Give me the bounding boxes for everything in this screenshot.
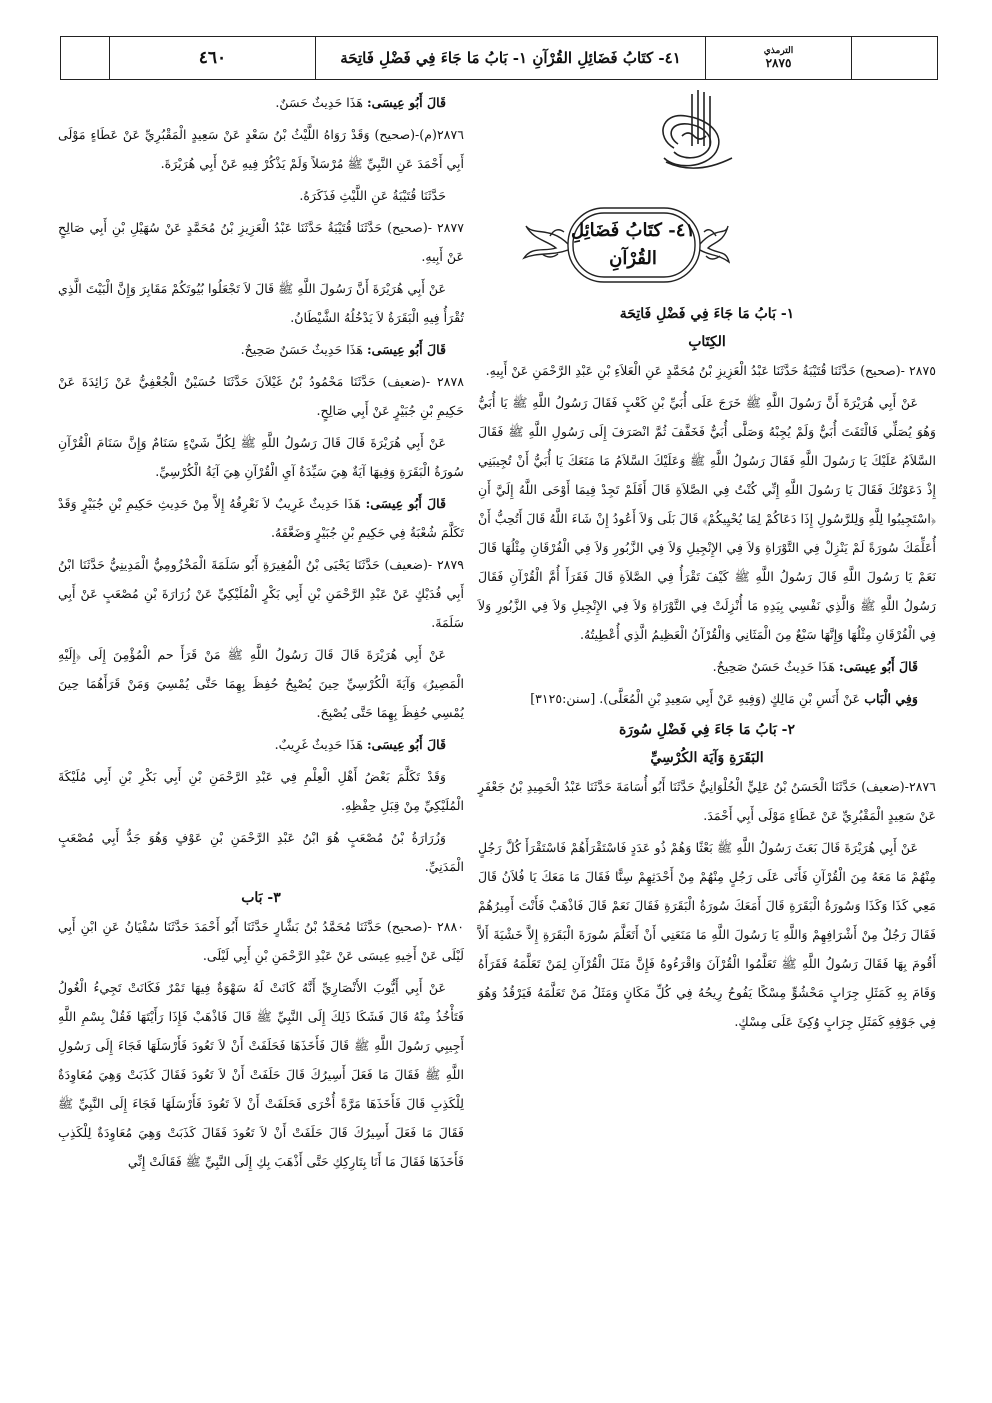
tughra-ornament-icon (646, 86, 746, 178)
hadith-2877-matn: عَنْ أَبِي هُرَيْرَةَ أَنَّ رَسُولَ اللَّهِ ﷺ قَالَ لاَ تَجْعَلُوا بُيُوتَكُمْ مَقَابِرَ وَإِنَّ الْبَيْتَ الَّذِي تُقْرَأُ فِيهِ الْبَقَرَةُ لاَ يَدْخُلُهُ الشَّيْطَانُ. (58, 281, 464, 325)
bab-2-heading-line2: البَقَرَةِ وَآيَة الكُرْسِيِّ (650, 750, 764, 766)
fi-al-bab-text: عَنْ أَنَسِ بْنِ مَالِكٍ (وَفِيهِ عَنْ أَبِي سَعِيدِ بْنِ الْمُعَلَّى). [سنن:٣١٢٥] (530, 691, 861, 706)
abu-isa-2876 (58, 88, 464, 117)
kitab-title-line2: القُرْآنِ (609, 248, 657, 269)
hadith-2879-matn: عَنْ أَبِي هُرَيْرَةَ قَالَ قَالَ رَسُولُ اللَّهِ ﷺ مَنْ قَرَأَ حم الْمُؤْمِنَ إِلَى ﴿إِلَيْهِ الْمَصِيرُ﴾ وَآيَةَ الْكُرْسِيِّ حِينَ يُصْبِحُ حُفِظَ بِهِمَا حَتَّى يُمْسِيَ وَمَنْ قَرَأَهُمَا حِينَ يُمْسِي حُفِظَ بِهِمَا حَتَّى يُصْبِحَ. (58, 647, 464, 720)
hadith-2878-isnad: ٢٨٧٨ -(ضعيف) حَدَّثَنَا مَحْمُودُ بْنُ غَيْلاَنَ حَدَّثَنَا حُسَيْنٌ الْجُعْفِيُّ عَنْ زَائِدَةَ عَنْ حَكِيمِ بْنِ جُبَيْرٍ عَنْ أَبِي صَالِحٍ. (58, 374, 464, 418)
right-column (478, 300, 936, 1039)
bab-1-heading-line2: الكِتَابِ (688, 334, 726, 350)
header-blank-right (851, 37, 937, 79)
abu-isa-text: هَذَا حَدِيثٌ حَسَنٌ صَحِيحٌ. (712, 659, 835, 674)
abu-isa-text: هَذَا حَدِيثٌ غَرِيبٌ. (274, 737, 363, 752)
bab-3-heading: ٣- بَاب (241, 890, 281, 906)
abu-isa-2875 (478, 652, 936, 681)
hadith-2879-isnad: ٢٨٧٩ -(ضعيف) حَدَّثَنَا يَحْيَى بْنُ الْمُغِيرَةِ أَبُو سَلَمَةَ الْمَخْزُومِيُّ الْمَدِينِيُّ حَدَّثَنَا ابْنُ أَبِي فُدَيْكٍ عَنْ عَبْدِ الرَّحْمَنِ بْنِ أَبِي بَكْرٍ الْمُلَيْكِيِّ عَنْ زُرَارَةَ بْنِ مُصْعَبٍ عَنْ أَبِي سَلَمَةَ. (58, 557, 464, 630)
fi-al-bab (478, 684, 936, 713)
running-header (60, 36, 938, 80)
note-zurara: وَزُرَارَةُ بْنُ مُصْعَبٍ هُوَ ابْنُ عَبْدِ الرَّحْمَنِ بْنِ عَوْفٍ وَهُوَ جَدُّ أَبِي مُصْعَبٍ الْمَدَنِيِّ. (58, 830, 464, 874)
abu-isa-label: قَالَ أَبُو عِيسَى: (365, 496, 446, 511)
bab-2-heading (478, 716, 936, 772)
hadith-reference (705, 37, 851, 79)
header-blank-left (61, 37, 109, 79)
hadith-2876-matn: عَنْ أَبِي هُرَيْرَةَ قَالَ بَعَثَ رَسُولُ اللَّهِ ﷺ بَعْثًا وَهُمْ ذُو عَدَدٍ فَاسْتَقْرَأَهُمْ فَاسْتَقْرَأَ كُلَّ رَجُلٍ مِنْهُمْ مَا مَعَهُ مِنَ الْقُرْآنِ فَأَتَى عَلَى رَجُلٍ مِنْهُمْ مِنْ أَحْدَثِهِمْ سِنًّا فَقَالَ مَا مَعَكَ يَا فُلاَنُ قَالَ مَعِي كَذَا وَكَذَا وَسُورَةُ الْبَقَرَةِ قَالَ أَمَعَكَ سُورَةُ الْبَقَرَةِ فَقَالَ نَعَمْ قَالَ فَاذْهَبْ فَأَنْتَ أَمِيرُهُمْ فَقَالَ رَجُلٌ مِنْ أَشْرَافِهِمْ وَاللَّهِ يَا رَسُولَ اللَّهِ مَا مَنَعَنِي أَنْ أَتَعَلَّمَ سُورَةَ الْبَقَرَةِ إِلاَّ خَشْيَةَ أَلاَّ أَقُومَ بِهَا فَقَالَ رَسُولُ اللَّهِ ﷺ تَعَلَّمُوا الْقُرْآنَ وَاقْرَءُوهُ فَإِنَّ مَثَلَ الْقُرْآنِ لِمَنْ تَعَلَّمَهُ فَقَرَأَهُ وَقَامَ بِهِ كَمَثَلِ جِرَابٍ مَحْشُوٍّ مِسْكًا يَفُوحُ رِيحُهُ فِي كُلِّ مَكَانٍ وَمَثَلُ مَنْ تَعَلَّمَهُ فَيَرْقُدُ وَهُوَ فِي جَوْفِهِ كَمَثَلِ جِرَابٍ وُكِئَ عَلَى مِسْكٍ. (478, 840, 936, 1029)
hadith-number: ٢٨٧٥ (765, 56, 792, 70)
abu-isa-label: قَالَ أَبُو عِيسَى: (367, 737, 446, 752)
hadith-2876m: ٢٨٧٦(م)-(صحيح) وَقَدْ رَوَاهُ اللَّيْثُ بْنُ سَعْدٍ عَنْ سَعِيدٍ الْمَقْبُرِيِّ عَنْ عَطَاءٍ مَوْلَى أَبِي أَحْمَدَ عَنِ النَّبِيِّ ﷺ مُرْسَلاً وَلَمْ يَذْكُرْ فِيهِ عَنْ أَبِي هُرَيْرَةَ. (58, 127, 464, 171)
abu-isa-2878 (58, 489, 464, 547)
abu-isa-text: هَذَا حَدِيثٌ غَرِيبٌ لاَ نَعْرِفُهُ إِلاَّ مِنْ حَدِيثِ حَكِيمِ بْنِ جُبَيْرٍ وَقَدْ تَكَلَّمَ شُعْبَةُ فِي حَكِيمِ بْنِ جُبَيْرٍ وَضَعَّفَهُ. (58, 496, 464, 540)
bab-2-heading-line1: ٢- بَابُ مَا جَاءَ فِي فَضْلِ سُورَة (618, 722, 796, 738)
abu-isa-label: قَالَ أَبُو عِيسَى: (367, 95, 446, 110)
note-mulayki: وَقَدْ تَكَلَّمَ بَعْضُ أَهْلِ الْعِلْمِ فِي عَبْدِ الرَّحْمَنِ بْنِ أَبِي بَكْرِ بْنِ أَبِي مُلَيْكَةَ الْمُلَيْكِيِّ مِنْ قِبَلِ حِفْظِهِ. (58, 769, 464, 813)
abu-isa-label: قَالَ أَبُو عِيسَى: (839, 659, 918, 674)
book-name: الترمذي (763, 46, 794, 56)
hadith-2876-isnad: ٢٨٧٦-(ضعيف) حَدَّثَنَا الْحَسَنُ بْنُ عَلِيٍّ الْحُلْوَانِيُّ حَدَّثَنَا أَبُو أُسَامَةَ حَدَّثَنَا عَبْدُ الْحَمِيدِ بْنُ جَعْفَرٍ عَنْ سَعِيدٍ الْمَقْبُرِيِّ عَنْ عَطَاءٍ مَوْلَى أَبِي أَحْمَدَ. (478, 779, 936, 823)
page-number: ٤٦٠ (109, 37, 315, 79)
fi-al-bab-label: وَفِي الْبَاب (864, 691, 918, 706)
running-title: ٤١- كتَابُ فَضَائِلِ القُرْآنِ ١- بَابُ مَا جَاءَ فِي فَضْلِ فَاتِحَة (315, 37, 705, 79)
abu-isa-text: هَذَا حَدِيثٌ حَسَنٌ. (275, 95, 363, 110)
hadith-2878-matn: عَنْ أَبِي هُرَيْرَةَ قَالَ قَالَ رَسُولُ اللَّهِ ﷺ لِكُلِّ شَيْءٍ سَنَامٌ وَإِنَّ سَنَامَ الْقُرْآنِ سُورَةُ الْبَقَرَةِ وَفِيهَا آيَةٌ هِيَ سَيِّدَةُ آيِ الْقُرْآنِ هِيَ آيَةُ الْكُرْسِيِّ. (58, 435, 464, 479)
hadith-2880-isnad: ٢٨٨٠ -(صحيح) حَدَّثَنَا مُحَمَّدُ بْنُ بَشَّارٍ حَدَّثَنَا أَبُو أَحْمَدَ حَدَّثَنَا سُفْيَانُ عَنِ ابْنِ أَبِي لَيْلَى عَنْ أَخِيهِ عِيسَى عَنْ عَبْدِ الرَّحْمَنِ بْنِ أَبِي لَيْلَى. (58, 919, 464, 963)
hadith-2877-isnad: ٢٨٧٧ -(صحيح) حَدَّثَنَا قُتَيْبَةُ حَدَّثَنَا عَبْدُ الْعَزِيزِ بْنُ مُحَمَّدٍ عَنْ سُهَيْلِ بْنِ أَبِي صَالِحٍ عَنْ أَبِيهِ. (58, 220, 464, 264)
kitab-title (566, 210, 700, 280)
bab-1-heading-line1: ١- بَابُ مَا جَاءَ فِي فَضْلِ فَاتِحَة (619, 306, 795, 322)
kitab-title-line1: ٤١- كتَابُ فَضَائِلِ (570, 220, 696, 241)
abu-isa-2879 (58, 730, 464, 759)
hadith-2876m-b: حَدَّثَنَا قُتَيْبَةُ عَنِ اللَّيْثِ فَذَكَرَهُ. (299, 188, 446, 203)
bab-1-heading (478, 300, 936, 356)
hadith-2875-isnad: ٢٨٧٥ -(صحيح) حَدَّثَنَا قُتَيْبَةُ حَدَّثَنَا عَبْدُ الْعَزِيزِ بْنُ مُحَمَّدٍ عَنِ الْعَلاَءِ بْنِ عَبْدِ الرَّحْمَنِ عَنْ أَبِيهِ. (485, 363, 936, 378)
abu-isa-2877 (58, 335, 464, 364)
left-column (58, 88, 464, 1179)
abu-isa-text: هَذَا حَدِيثٌ حَسَنٌ صَحِيحٌ. (240, 342, 363, 357)
hadith-2880-matn: عَنْ أَبِي أَيُّوبَ الأَنْصَارِيِّ أَنَّهُ كَانَتْ لَهُ سَهْوَةٌ فِيهَا تَمْرٌ فَكَانَتْ تَجِيءُ الْغُولُ فَتَأْخُذُ مِنْهُ قَالَ فَشَكَا ذَلِكَ إِلَى النَّبِيِّ ﷺ قَالَ فَاذْهَبْ فَإِذَا رَأَيْتَهَا فَقُلْ بِسْمِ اللَّهِ أَجِيبِي رَسُولَ اللَّهِ ﷺ قَالَ فَأَخَذَهَا فَحَلَفَتْ أَنْ لاَ تَعُودَ فَأَرْسَلَهَا فَجَاءَ إِلَى رَسُولِ اللَّهِ ﷺ فَقَالَ مَا فَعَلَ أَسِيرُكَ قَالَ حَلَفَتْ أَنْ لاَ تَعُودَ فَقَالَ كَذَبَتْ وَهِيَ مُعَاوِدَةٌ لِلْكَذِبِ قَالَ فَأَخَذَهَا مَرَّةً أُخْرَى فَحَلَفَتْ أَنْ لاَ تَعُودَ فَأَرْسَلَهَا فَجَاءَ إِلَى النَّبِيِّ ﷺ فَقَالَ مَا فَعَلَ أَسِيرُكَ قَالَ حَلَفَتْ أَنْ لاَ تَعُودَ فَقَالَ كَذَبَتْ وَهِيَ مُعَاوِدَةٌ لِلْكَذِبِ فَأَخَذَهَا فَقَالَ مَا أَنَا بِتَارِكِكِ حَتَّى أَذْهَبَ بِكِ إِلَى النَّبِيِّ ﷺ فَقَالَتْ إِنِّي (58, 980, 464, 1169)
hadith-2875-matn: عَنْ أَبِي هُرَيْرَةَ أَنَّ رَسُولَ اللَّهِ ﷺ خَرَجَ عَلَى أُبَيِّ بْنِ كَعْبٍ فَقَالَ رَسُولُ اللَّهِ ﷺ يَا أُبَيُّ وَهُوَ يُصَلِّي فَالْتَفَتَ أُبَيٌّ وَلَمْ يُجِبْهُ وَصَلَّى أُبَيٌّ فَخَفَّفَ ثُمَّ انْصَرَفَ إِلَى رَسُولِ اللَّهِ ﷺ فَقَالَ السَّلاَمُ عَلَيْكَ يَا رَسُولَ اللَّهِ فَقَالَ رَسُولُ اللَّهِ ﷺ وَعَلَيْكَ السَّلاَمُ مَا مَنَعَكَ يَا أُبَيُّ أَنْ تُجِيبَنِي إِذْ دَعَوْتُكَ فَقَالَ يَا رَسُولَ اللَّهِ إِنِّي كُنْتُ فِي الصَّلاَةِ قَالَ أَفَلَمْ تَجِدْ فِيمَا أَوْحَى اللَّهُ إِلَيَّ أَنِ ﴿اسْتَجِيبُوا لِلَّهِ وَلِلرَّسُولِ إِذَا دَعَاكُمْ لِمَا يُحْيِيكُمْ﴾ قَالَ بَلَى وَلاَ أَعُودُ إِنْ شَاءَ اللَّهُ قَالَ أَتُحِبُّ أَنْ أُعَلِّمَكَ سُورَةً لَمْ يَنْزِلْ فِي التَّوْرَاةِ وَلاَ فِي الإِنْجِيلِ وَلاَ فِي الزَّبُورِ وَلاَ فِي الْفُرْقَانِ مِثْلُهَا قَالَ نَعَمْ يَا رَسُولَ اللَّهِ قَالَ رَسُولُ اللَّهِ ﷺ كَيْفَ تَقْرَأُ فِي الصَّلاَةِ قَالَ فَقَرَأَ أُمَّ الْقُرْآنِ فَقَالَ رَسُولُ اللَّهِ ﷺ وَالَّذِي نَفْسِي بِيَدِهِ مَا أُنْزِلَتْ فِي التَّوْرَاةِ وَلاَ فِي الإِنْجِيلِ وَلاَ فِي الزَّبُورِ وَلاَ فِي الْفُرْقَانِ مِثْلُهَا وَإِنَّهَا سَبْعٌ مِنَ الْمَثَانِي وَالْقُرْآنُ الْعَظِيمُ الَّذِي أُعْطِيتُهُ. (478, 395, 936, 642)
abu-isa-label: قَالَ أَبُو عِيسَى: (367, 342, 446, 357)
